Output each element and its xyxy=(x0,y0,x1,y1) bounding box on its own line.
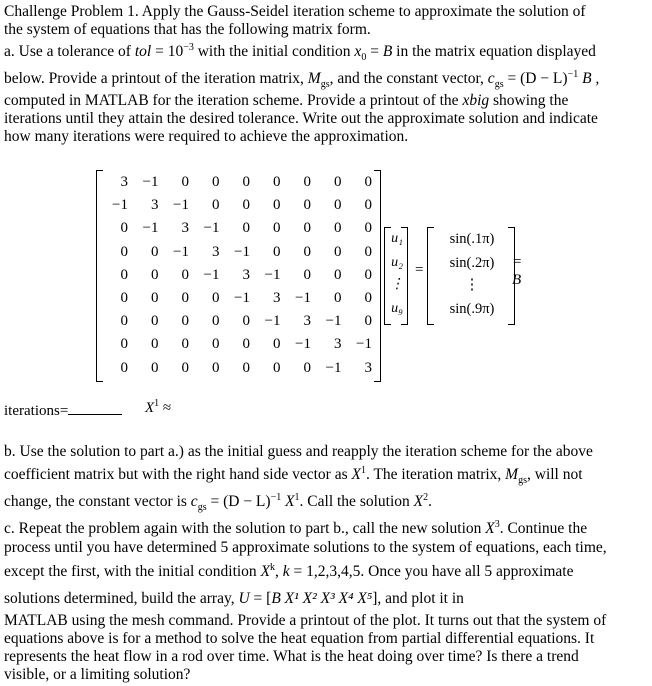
iterations-label: iterations= xyxy=(4,403,69,419)
matrix-cell: 0 xyxy=(151,359,159,376)
matrix-cell: −1 xyxy=(264,313,281,330)
matrix-cell: 0 xyxy=(334,290,342,306)
iterations-line xyxy=(4,402,122,421)
parts-b-c xyxy=(4,443,646,685)
matrix-cell: 0 xyxy=(334,243,342,260)
matrix-cell: 0 xyxy=(364,243,372,260)
matrix-cell: 0 xyxy=(303,174,311,190)
matrix-cell: −1 xyxy=(173,197,189,214)
intro-line-1: Challenge Problem 1. Apply the Gauss-Seidel iteration scheme to approximate the solution of xyxy=(4,3,586,20)
part-c-line-5: MATLAB using the mesh command. Provide a printout of the plot. It turns out that the system of xyxy=(4,611,607,629)
part-a-line-3: computed in MATLAB for the iteration scheme. Provide a printout of the xbig showing the xyxy=(4,91,569,109)
rhs-ellipsis: ⋮ xyxy=(464,277,480,293)
u1: u₁ xyxy=(391,231,403,246)
part-c-line-8: visible, or a limiting solution? xyxy=(4,666,191,684)
matrix-cell: 0 xyxy=(212,290,220,306)
matrix-cell: −1 xyxy=(142,174,159,190)
matrix-cell: 3 xyxy=(242,266,250,283)
matrix-cell: 0 xyxy=(120,336,128,353)
matrix-cell: 0 xyxy=(120,359,128,376)
equals-sign: = xyxy=(415,262,424,278)
matrix-cell: 3 xyxy=(273,290,281,306)
problem-document xyxy=(4,3,646,146)
matrix-cell: −1 xyxy=(112,197,128,214)
matrix-cell: 0 xyxy=(273,359,281,376)
u9: u₉ xyxy=(391,301,403,316)
matrix-cell: 0 xyxy=(242,313,250,330)
matrix-cell: 0 xyxy=(181,174,189,190)
part-c-line-1: c. Repeat the problem again with the solution to part b., call the new solution $X^3$. Continue the xyxy=(4,519,588,538)
matrix-cell: 0 xyxy=(242,336,250,353)
matrix-cell: −1 xyxy=(295,336,311,353)
matrix-cell: 0 xyxy=(334,197,342,214)
matrix-cell: 0 xyxy=(334,266,342,283)
matrix-cell: 0 xyxy=(151,290,159,306)
matrix-cell: −1 xyxy=(234,290,250,306)
part-c-line-2: process until you have determined 5 approximate solutions to the system of equations, each time, xyxy=(4,539,607,557)
matrix-cell: 0 xyxy=(303,220,311,237)
matrix-cell: −1 xyxy=(264,266,281,283)
rhs-1: sin(.1π) xyxy=(449,231,495,247)
part-b-line-3: change, the constant vector is $c_{gs} = (D - L)^{-1}$ $X^1$. Call the solution $X^2$. xyxy=(4,492,432,514)
matrix-cell: 0 xyxy=(364,266,372,283)
matrix-cell: 0 xyxy=(273,174,281,190)
matrix-cell: 0 xyxy=(273,220,281,237)
part-a-line-5: how many iterations were required to achieve the approximation. xyxy=(4,128,409,146)
part-c-line-4: solutions determined, build the array, U = [B X¹ X² X³ X⁴ X⁵], and plot it in xyxy=(4,589,464,607)
part-b-line-2: coefficient matrix but with the right hand side vector as $X^1$. The iteration matrix, $M_{gs}$, will not xyxy=(4,465,583,487)
matrix-cell: −1 xyxy=(325,313,342,330)
matrix-cell: 0 xyxy=(212,313,220,330)
matrix-cell: 0 xyxy=(364,174,372,190)
matrix-cell: 0 xyxy=(334,220,342,237)
matrix-cell: 0 xyxy=(242,220,250,237)
matrix-cell: 0 xyxy=(334,174,342,190)
matrix-cell: 0 xyxy=(242,197,250,214)
part-c-line-6: equations above is for a method to solve the heat equation from partial differential equations. It xyxy=(4,629,595,647)
matrix-cell: 0 xyxy=(181,313,189,330)
matrix-cell: −1 xyxy=(142,220,159,237)
matrix-cell: 0 xyxy=(364,290,372,306)
matrix-cell: 3 xyxy=(364,359,372,376)
matrix-cell: 0 xyxy=(212,336,220,353)
matrix-cell: 0 xyxy=(303,266,311,283)
matrix-cell: 0 xyxy=(303,359,311,376)
matrix-cell: 0 xyxy=(273,336,281,353)
matrix-cell: 0 xyxy=(273,197,281,214)
matrix-cell: 3 xyxy=(212,243,220,260)
rhs-2: sin(.2π) xyxy=(449,255,495,271)
matrix-cell: 0 xyxy=(364,220,372,237)
matrix-cell: 0 xyxy=(303,243,311,260)
matrix-cell: 0 xyxy=(120,220,128,237)
matrix-right-bracket xyxy=(374,170,381,382)
matrix-cell: 0 xyxy=(120,290,128,306)
matrix-cell: 3 xyxy=(334,336,342,353)
matrix-cell: 0 xyxy=(181,266,189,283)
matrix-cell: 0 xyxy=(242,174,250,190)
part-a-line-1: a. Use a tolerance of tol = $10^{-3}$ with the initial condition $x_0 = B$ in the matrix equation displayed xyxy=(4,41,596,63)
matrix-cell: −1 xyxy=(234,243,250,260)
part-c-line-3: except the first, with the initial condition $X^k$, k = 1,2,3,4,5. Once you have all 5 approximate xyxy=(4,561,574,580)
matrix-cell: 0 xyxy=(303,197,311,214)
matrix-cell: 0 xyxy=(212,359,220,376)
matrix-cell: 3 xyxy=(181,220,189,237)
part-c-line-7: represents the heat flow in a rod over time. What is the heat doing over time? Is there a trend xyxy=(4,648,579,666)
matrix-cell: 0 xyxy=(181,290,189,306)
matrix-cell: 0 xyxy=(151,243,159,260)
matrix-cell: 3 xyxy=(151,197,159,214)
matrix-cell: 0 xyxy=(151,336,159,353)
matrix-cell: −1 xyxy=(325,359,342,376)
coefficient-matrix xyxy=(96,170,381,382)
matrix-cell: 0 xyxy=(181,359,189,376)
unknown-vector xyxy=(384,227,408,325)
u2: u₂ xyxy=(391,255,403,270)
intro-line-2: the system of equations that has the following matrix form. xyxy=(4,21,371,39)
matrix-cell: 0 xyxy=(120,266,128,283)
matrix-cell: −1 xyxy=(203,266,220,283)
matrix-cell: −1 xyxy=(203,220,220,237)
x1-approx: $X^1$ ≈ xyxy=(145,398,172,416)
matrix-cell: 0 xyxy=(151,313,159,330)
part-b-line-1: b. Use the solution to part a.) as the initial guess and reapply the iteration scheme for the above xyxy=(4,443,593,460)
rhs-vector xyxy=(427,227,515,325)
matrix-cell: 3 xyxy=(120,174,128,190)
matrix-cell: −1 xyxy=(173,243,189,260)
matrix-cell: 0 xyxy=(273,243,281,260)
part-a-line-4: iterations until they attain the desired tolerance. Write out the approximate solution and indicate xyxy=(4,109,598,127)
matrix-cell: −1 xyxy=(295,290,311,306)
matrix-cell: 0 xyxy=(151,266,159,283)
matrix-cell: 0 xyxy=(364,313,372,330)
matrix-cell: 0 xyxy=(120,243,128,260)
iterations-blank xyxy=(68,402,122,415)
matrix-cell: 0 xyxy=(212,197,220,214)
u-ellipsis: ⋮ xyxy=(390,277,404,292)
matrix-cell: −1 xyxy=(356,336,372,353)
matrix-cell: 0 xyxy=(212,174,220,190)
matrix-cell: 0 xyxy=(364,197,372,214)
matrix-cell: 3 xyxy=(303,313,311,330)
rhs-label-B: = B xyxy=(512,254,523,288)
matrix-cell: 0 xyxy=(242,359,250,376)
matrix-cell: 0 xyxy=(181,336,189,353)
matrix-cell: 0 xyxy=(120,313,128,330)
rhs-9: sin(.9π) xyxy=(449,301,495,317)
part-a-line-2: below. Provide a printout of the iteration matrix, $M_{gs}$, and the constant vector, $c_{gs} = (D - L)^{-1}$ B , xyxy=(4,68,600,90)
